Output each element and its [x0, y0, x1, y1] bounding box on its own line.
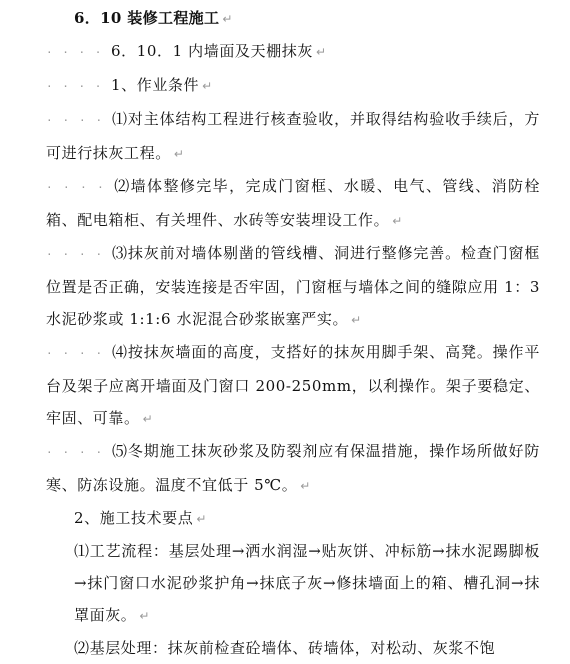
paragraph-text: ⑸冬期施工抹灰砂浆及防裂剂应有保温措施，操作场所做好防寒、防冻设施。温度不宜低于 5℃。 — [46, 442, 541, 494]
paragraph-text: ⑴对主体结构工程进行核查验收，并取得结构验收手续后，方可进行抹灰工程。 — [46, 110, 541, 162]
paragraph-mark-icon: ↵ — [202, 79, 213, 93]
paragraph — [46, 35, 540, 69]
paragraph — [46, 237, 540, 336]
paragraph-mark-icon: ↵ — [222, 12, 233, 26]
paragraph — [46, 336, 540, 435]
paragraph-list — [46, 35, 540, 664]
section-heading-text: 6．10 装修工程施工 — [74, 9, 220, 27]
indent-leader: · · · · — [46, 46, 111, 59]
paragraph-mark-icon: ↵ — [173, 147, 185, 161]
indent-leader: · · · · — [46, 114, 113, 127]
indent-leader: · · · · — [46, 248, 113, 261]
paragraph — [46, 170, 540, 237]
paragraph-text: 6．10．1 内墙面及天棚抹灰 — [110, 42, 313, 60]
paragraph-text: ⑶抹灰前对墙体剔凿的管线槽、洞进行整修完善。检查门窗框位置是否正确，安装连接是否牢固，门窗框与墙体之间的缝隙应用 1：3 水泥砂浆或 1:1:6 水泥混合砂浆嵌塞严实。 — [46, 244, 541, 328]
paragraph-mark-icon: ↵ — [351, 313, 362, 327]
paragraph-text: ⑷按抹灰墙面的高度，支搭好的抹灰用脚手架、高凳。操作平台及架子应离开墙面及门窗口 200-250mm，以利操作。架子要稳定、牢固、可靠。 — [46, 343, 541, 427]
paragraph — [46, 502, 540, 535]
paragraph-mark-icon: ↵ — [315, 45, 327, 59]
paragraph-text: ⑴工艺流程：基层处理→洒水润湿→贴灰饼、冲标筋→抹水泥踢脚板→抹门窗口水泥砂浆护角→抹底子灰→修抹墙面上的箱、槽孔洞→抹罩面灰。 — [74, 542, 540, 624]
paragraph-text: 1、作业条件 — [110, 76, 200, 94]
paragraph-text: ⑵基层处理：抹灰前检查砼墙体、砖墙体，对松动、灰浆不饱 — [74, 639, 496, 657]
paragraph — [46, 535, 540, 632]
indent-leader: · · · · — [46, 181, 115, 194]
paragraph — [46, 632, 540, 664]
paragraph-mark-icon: ↵ — [142, 412, 154, 426]
indent-leader: · · · · — [46, 347, 113, 360]
paragraph — [46, 103, 540, 170]
indent-leader: · · · · — [46, 80, 111, 93]
section-heading — [46, 2, 540, 35]
paragraph — [46, 435, 540, 502]
paragraph-mark-icon: ↵ — [139, 609, 151, 623]
paragraph-mark-icon: ↵ — [196, 512, 208, 526]
paragraph-mark-icon: ↵ — [300, 479, 311, 493]
paragraph-text: ⑵墙体整修完毕，完成门窗框、水暖、电气、管线、消防栓箱、配电箱柜、有关埋件、水砖等安装埋设工作。 — [46, 177, 540, 229]
paragraph — [46, 69, 540, 103]
indent-leader: · · · · — [46, 446, 113, 459]
paragraph-text: 2、施工技术要点 — [74, 509, 194, 527]
paragraph-mark-icon: ↵ — [392, 214, 403, 228]
